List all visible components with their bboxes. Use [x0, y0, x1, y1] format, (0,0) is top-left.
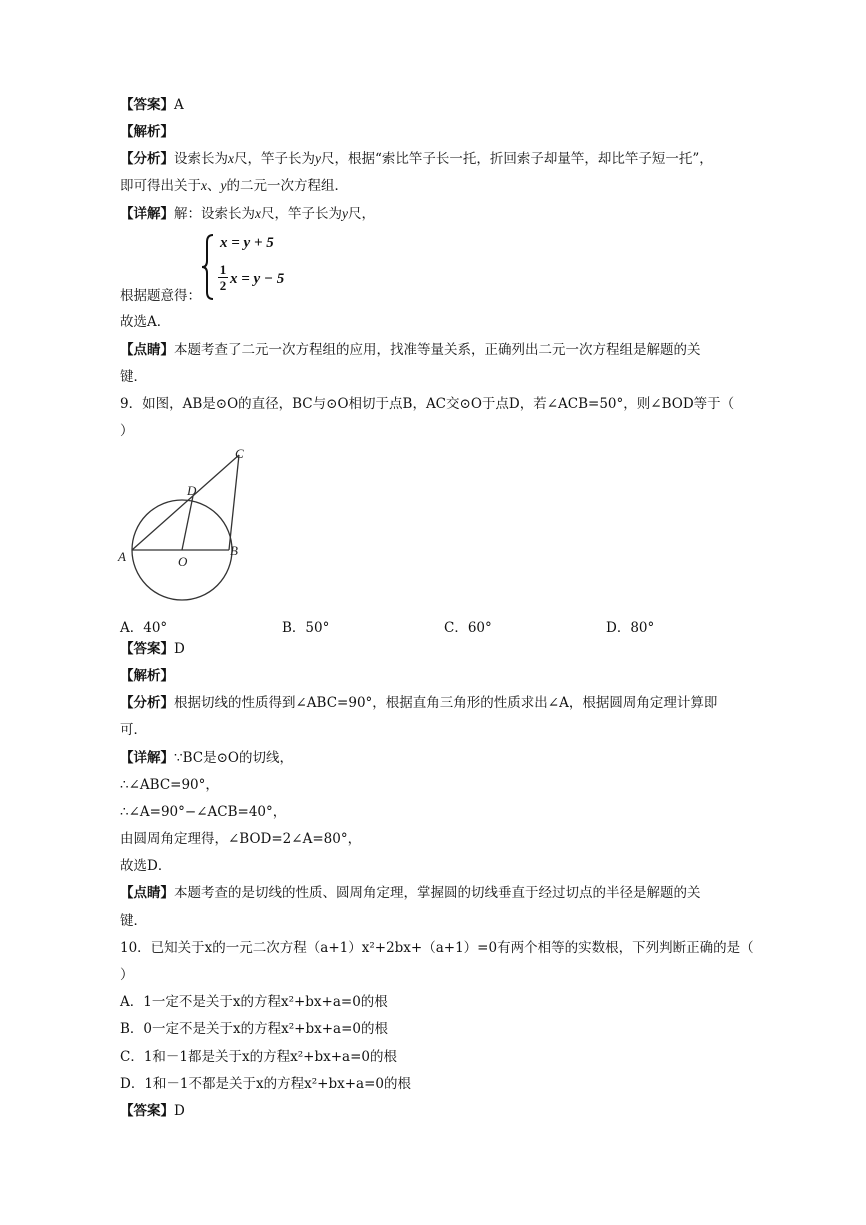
equation-1: x = y + 5 — [220, 235, 274, 251]
equation-system — [200, 233, 320, 303]
q8-answer-line — [120, 96, 184, 114]
detail-text: 尺，竿子长为 — [261, 206, 342, 222]
q8-fenxi-line1 — [120, 150, 713, 168]
fenxi-text: 的二元一次方程组． — [226, 178, 348, 194]
q9-fenxi-line1 — [120, 694, 717, 712]
detail-tag: 【详解】 — [120, 750, 174, 766]
fenxi-text: 、 — [207, 178, 221, 194]
q9-detail-line3: ∴∠A=90°−∠ACB=40°， — [120, 804, 287, 820]
detail-text: 解：设索长为 — [174, 206, 255, 222]
q8-dianjing-line1 — [120, 341, 701, 359]
var-y: y — [342, 206, 348, 221]
q9-detail-line1 — [120, 749, 293, 767]
q10-option-d: D．1和－1不都是关于x的方程x²+bx+a=0的根 — [120, 1076, 411, 1092]
var-x: x — [201, 178, 207, 193]
equation-2: x = y − 5 — [230, 271, 285, 287]
fenxi-text: 即可得出关于 — [120, 178, 201, 194]
var-x: x — [228, 151, 234, 166]
fenxi-tag: 【分析】 — [120, 151, 174, 167]
q9-analysis-tag: 【解析】 — [120, 668, 174, 684]
q8-detail-line — [120, 205, 375, 223]
q10-option-b: B．0一定不是关于x的方程x²+bx+a=0的根 — [120, 1021, 388, 1037]
q8-fenxi-line2 — [120, 177, 348, 195]
fraction-numerator: 1 — [219, 262, 227, 277]
var-x: x — [255, 206, 261, 221]
label-a: A — [118, 549, 126, 564]
answer-value: D — [174, 641, 185, 657]
label-c: C — [235, 446, 244, 461]
fenxi-text: 尺，根据“索比竿子长一托，折回索子却量竿，却比竿子短一托”， — [321, 151, 713, 167]
q9-detail-line4: 由圆周角定理得，∠BOD=2∠A=80°， — [120, 831, 362, 847]
label-o: O — [178, 554, 188, 569]
q8-dianjing-line2: 键． — [120, 369, 147, 385]
fenxi-tag: 【分析】 — [120, 695, 174, 711]
dianjing-tag: 【点睛】 — [120, 885, 174, 901]
segment-bc — [229, 455, 239, 550]
q10-stem-line1: 10．已知关于x的一元二次方程（a+1）x²+2bx+（a+1）=0有两个相等的实数根，下列判断正确的是（ — [120, 940, 754, 956]
q10-stem-line2: ） — [120, 967, 134, 983]
fenxi-text: 设索长为 — [174, 151, 228, 167]
fraction-half — [218, 263, 228, 292]
q9-stem-line2: ） — [120, 423, 134, 439]
by-meaning-label: 根据题意得： — [120, 288, 201, 304]
fraction-denominator: 2 — [219, 278, 227, 293]
answer-tag: 【答案】 — [120, 641, 174, 657]
answer-tag: 【答案】 — [120, 1103, 174, 1119]
detail-tag: 【详解】 — [120, 206, 174, 222]
answer-value: D — [174, 1103, 185, 1119]
q9-answer-line — [120, 640, 185, 658]
q9-choose: 故选D． — [120, 858, 172, 874]
var-y: y — [220, 178, 227, 193]
fenxi-text: 尺，竿子长为 — [234, 151, 315, 167]
q9-option-b: B．50° — [282, 620, 330, 636]
detail-text: ∵BC是⊙O的切线， — [174, 750, 293, 766]
q8-analysis-tag: 【解析】 — [120, 124, 174, 140]
q10-option-a: A．1一定不是关于x的方程x²+bx+a=0的根 — [120, 994, 388, 1010]
q9-figure — [112, 440, 262, 610]
dianjing-text: 本题考查的是切线的性质、圆周角定理，掌握圆的切线垂直于经过切点的半径是解题的关 — [174, 885, 701, 901]
q9-detail-line2: ∴∠ABC=90°， — [120, 777, 219, 793]
q9-fenxi-line2: 可． — [120, 722, 147, 738]
dianjing-tag: 【点睛】 — [120, 342, 174, 358]
q9-dianjing-line1 — [120, 884, 701, 902]
q9-option-a: A．40° — [120, 620, 168, 636]
label-d: D — [187, 483, 197, 498]
answer-value: A — [174, 97, 184, 113]
label-b: B — [230, 543, 238, 558]
q9-option-c: C．60° — [444, 620, 492, 636]
fenxi-text: 根据切线的性质得到∠ABC=90°，根据直角三角形的性质求出∠A，根据圆周角定理计算即 — [174, 695, 718, 711]
q8-choose: 故选A． — [120, 314, 171, 330]
left-brace-icon — [200, 233, 216, 301]
answer-tag: 【答案】 — [120, 97, 174, 113]
var-y: y — [315, 151, 321, 166]
detail-text: 尺， — [348, 206, 375, 222]
q9-dianjing-line2: 键． — [120, 913, 147, 929]
q10-option-c: C．1和－1都是关于x的方程x²+bx+a=0的根 — [120, 1049, 397, 1065]
q10-answer-line — [120, 1102, 185, 1120]
dianjing-text: 本题考查了二元一次方程组的应用，找准等量关系，正确列出二元一次方程组是解题的关 — [174, 342, 701, 358]
q9-stem-line1: 9．如图，AB是⊙O的直径，BC与⊙O相切于点B，AC交⊙O于点D，若∠ACB=50°，则∠BOD等于（ — [120, 396, 735, 412]
q9-option-d: D．80° — [606, 620, 655, 636]
